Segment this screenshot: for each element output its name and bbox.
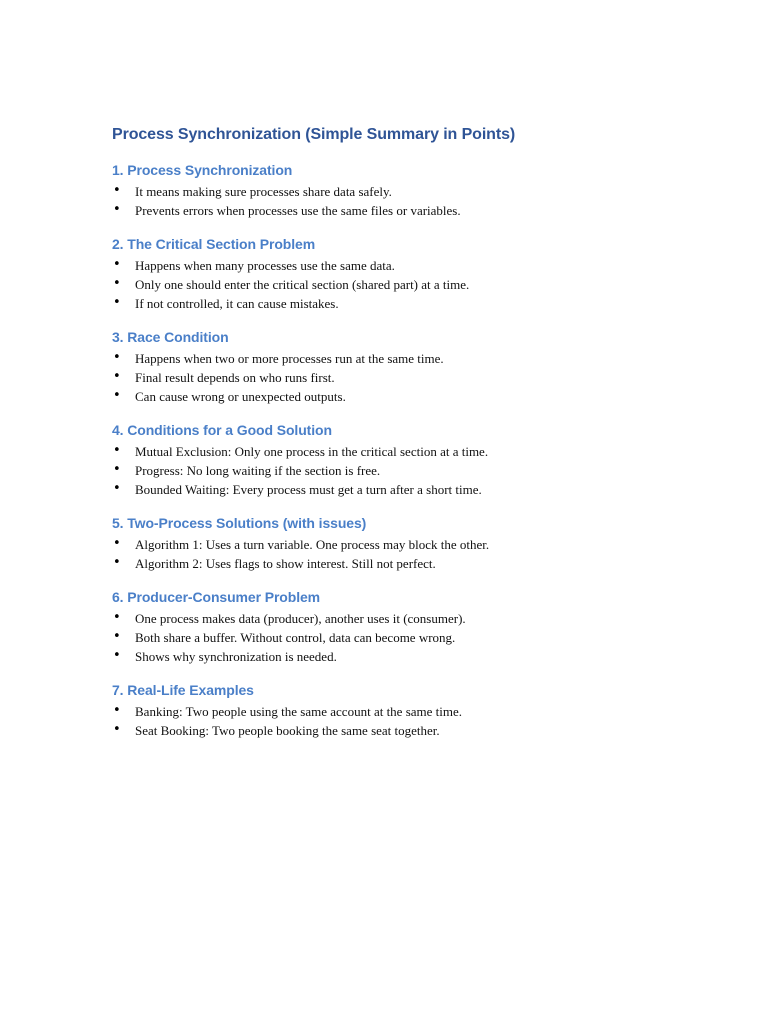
document-title: Process Synchronization (Simple Summary in Points)	[112, 126, 516, 143]
section-7	[112, 681, 712, 740]
list-item	[112, 294, 712, 313]
section-heading: 1. Process Synchronization	[112, 162, 293, 178]
bullet-icon: •	[113, 536, 121, 551]
section-heading: 3. Race Condition	[112, 329, 229, 345]
bullet-icon: •	[113, 629, 121, 644]
list-item-text: Can cause wrong or unexpected outputs.	[135, 389, 346, 404]
bullet-icon: •	[113, 369, 121, 384]
list-item	[112, 368, 712, 387]
list-item	[112, 387, 712, 406]
list-item-text: Banking: Two people using the same account at the same time.	[135, 704, 463, 719]
bullet-icon: •	[113, 610, 121, 625]
list-item	[112, 721, 712, 740]
list-item	[112, 442, 712, 461]
section-heading: 6. Producer-Consumer Problem	[112, 589, 321, 605]
bullet-list	[112, 256, 712, 313]
bullet-list	[112, 442, 712, 499]
bullet-icon: •	[113, 388, 121, 403]
section-heading: 2. The Critical Section Problem	[112, 236, 316, 252]
bullet-list	[112, 609, 712, 666]
bullet-icon: •	[113, 276, 121, 291]
bullet-icon: •	[113, 257, 121, 272]
bullet-list	[112, 702, 712, 740]
bullet-list	[112, 349, 712, 406]
section-heading: 4. Conditions for a Good Solution	[112, 422, 332, 438]
bullet-icon: •	[113, 481, 121, 496]
list-item	[112, 275, 712, 294]
list-item	[112, 535, 712, 554]
section-1	[112, 161, 712, 220]
bullet-icon: •	[113, 350, 121, 365]
section-6	[112, 588, 712, 666]
list-item	[112, 480, 712, 499]
bullet-icon: •	[113, 648, 121, 663]
list-item-text: If not controlled, it can cause mistakes.	[135, 296, 339, 311]
bullet-icon: •	[113, 202, 121, 217]
list-item-text: Both share a buffer. Without control, data can become wrong.	[135, 630, 456, 645]
list-item	[112, 702, 712, 721]
list-item-text: Bounded Waiting: Every process must get a turn after a short time.	[135, 482, 482, 497]
list-item-text: One process makes data (producer), another uses it (consumer).	[135, 611, 466, 626]
list-item	[112, 201, 712, 220]
list-item-text: Seat Booking: Two people booking the same seat together.	[135, 723, 440, 738]
section-4	[112, 421, 712, 499]
list-item-text: Only one should enter the critical section (shared part) at a time.	[135, 277, 470, 292]
bullet-icon: •	[113, 295, 121, 310]
bullet-icon: •	[113, 703, 121, 718]
list-item-text: Final result depends on who runs first.	[135, 370, 335, 385]
list-item-text: Mutual Exclusion: Only one process in the critical section at a time.	[135, 444, 489, 459]
list-item	[112, 609, 712, 628]
section-3	[112, 328, 712, 406]
list-item-text: Progress: No long waiting if the section is free.	[135, 463, 381, 478]
list-item	[112, 461, 712, 480]
bullet-icon: •	[113, 555, 121, 570]
sections-container	[112, 161, 712, 740]
section-heading: 7. Real-Life Examples	[112, 682, 254, 698]
bullet-list	[112, 182, 712, 220]
section-2	[112, 235, 712, 313]
list-item	[112, 554, 712, 573]
list-item	[112, 182, 712, 201]
list-item	[112, 349, 712, 368]
section-5	[112, 514, 712, 573]
bullet-list	[112, 535, 712, 573]
list-item-text: Happens when many processes use the same data.	[135, 258, 395, 273]
bullet-icon: •	[113, 722, 121, 737]
list-item-text: Shows why synchronization is needed.	[135, 649, 337, 664]
list-item-text: Algorithm 1: Uses a turn variable. One process may block the other.	[135, 537, 490, 552]
document-content	[112, 124, 712, 740]
list-item-text: Algorithm 2: Uses flags to show interest. Still not perfect.	[135, 556, 436, 571]
list-item-text: It means making sure processes share data safely.	[135, 184, 392, 199]
list-item-text: Prevents errors when processes use the same files or variables.	[135, 203, 461, 218]
list-item	[112, 256, 712, 275]
list-item	[112, 628, 712, 647]
bullet-icon: •	[113, 443, 121, 458]
list-item	[112, 647, 712, 666]
bullet-icon: •	[113, 462, 121, 477]
section-heading: 5. Two-Process Solutions (with issues)	[112, 515, 367, 531]
list-item-text: Happens when two or more processes run at the same time.	[135, 351, 444, 366]
bullet-icon: •	[113, 183, 121, 198]
